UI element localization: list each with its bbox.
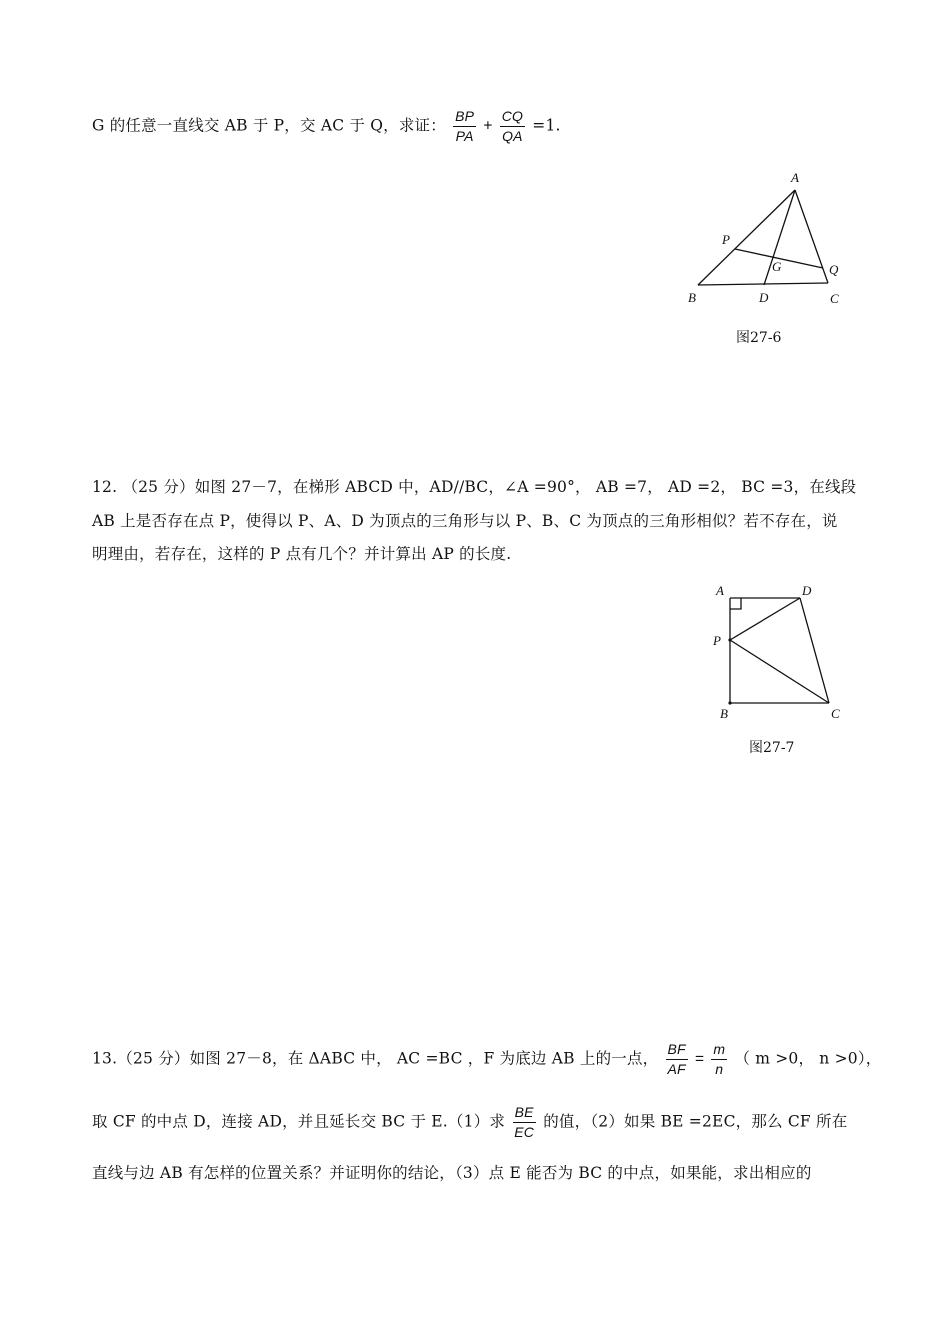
figure-caption-27-7: 图27-7 [749, 740, 795, 756]
trapezoid-diagram [705, 580, 845, 725]
q13-line1-pre: 13.（25 分）如图 27－8，在 ΔABC 中， AC =BC ，F 为底边 AB 上的一点， [92, 1049, 659, 1068]
fraction-denominator: PA [455, 128, 474, 144]
q13-line1 [92, 1041, 882, 1078]
fraction-numerator: BF [666, 1041, 688, 1060]
side-bc [698, 283, 828, 285]
fraction-be-ec [512, 1104, 536, 1141]
label-c: C [830, 291, 839, 306]
fraction-m-n [711, 1041, 727, 1078]
label-c: C [831, 706, 840, 721]
q13-line2 [92, 1104, 847, 1141]
triangle-diagram [680, 165, 850, 315]
label-a: A [716, 583, 724, 598]
fraction-denominator: QA [502, 128, 523, 144]
label-b: B [688, 290, 696, 305]
label-g: G [772, 259, 782, 274]
plus-sign: + [483, 117, 493, 135]
figure-27-7 [705, 580, 845, 725]
q13-line1-post: （ m >0， n >0）， [734, 1049, 882, 1068]
q13-line3: 直线与边 AB 有怎样的位置关系？并证明你的结论，（3）点 E 能否为 BC 的中点，如果能，求出相应的 [92, 1164, 812, 1182]
fraction-numerator: BE [513, 1104, 536, 1123]
fraction-bp-pa [453, 108, 476, 145]
figure-27-6 [680, 165, 850, 315]
fraction-denominator: AF [667, 1061, 686, 1077]
right-angle-mark [730, 598, 741, 609]
point-p [728, 638, 731, 641]
fraction-bf-af [666, 1041, 688, 1078]
fraction-denominator: EC [514, 1124, 535, 1140]
fraction-numerator: CQ [500, 108, 525, 127]
label-p: P [713, 633, 721, 648]
equals-sign: = [694, 1050, 705, 1068]
side-ac [795, 190, 828, 283]
fraction-denominator: n [715, 1061, 724, 1077]
q11-text-pre: G 的任意一直线交 AB 于 P，交 AC 于 Q，求证： [92, 116, 446, 135]
q12-line1: 12. （25 分）如图 27－7，在梯形 ABCD 中，AD//BC，∠A =90°， AB =7， AD =2， BC =3，在线段 [92, 478, 857, 496]
q13-line2-pre: 取 CF 的中点 D，连接 AD，并且延长交 BC 于 E.（1）求 [92, 1112, 506, 1131]
q11-text-post: =1. [532, 116, 561, 135]
label-d: D [802, 583, 812, 598]
fraction-numerator: m [711, 1041, 727, 1060]
q12-line2: AB 上是否存在点 P，使得以 P、A、D 为顶点的三角形与以 P、B、C 为顶点的三角形相似？若不存在，说 [92, 512, 838, 530]
label-d: D [759, 290, 769, 305]
figure-caption-27-6: 图27-6 [736, 330, 782, 346]
label-q: Q [829, 262, 839, 277]
label-a: A [791, 170, 799, 185]
q12-line3: 明理由，若存在，这样的 P 点有几个？并计算出 AP 的长度. [92, 545, 512, 563]
q13-line2-post: 的值，（2）如果 BE =2EC，那么 CF 所在 [543, 1112, 848, 1131]
fraction-numerator: BP [453, 108, 476, 127]
label-p: P [722, 232, 730, 247]
fraction-cq-qa [500, 108, 525, 145]
point-b [728, 701, 731, 704]
label-b: B [720, 706, 728, 721]
q11-text [92, 108, 561, 145]
